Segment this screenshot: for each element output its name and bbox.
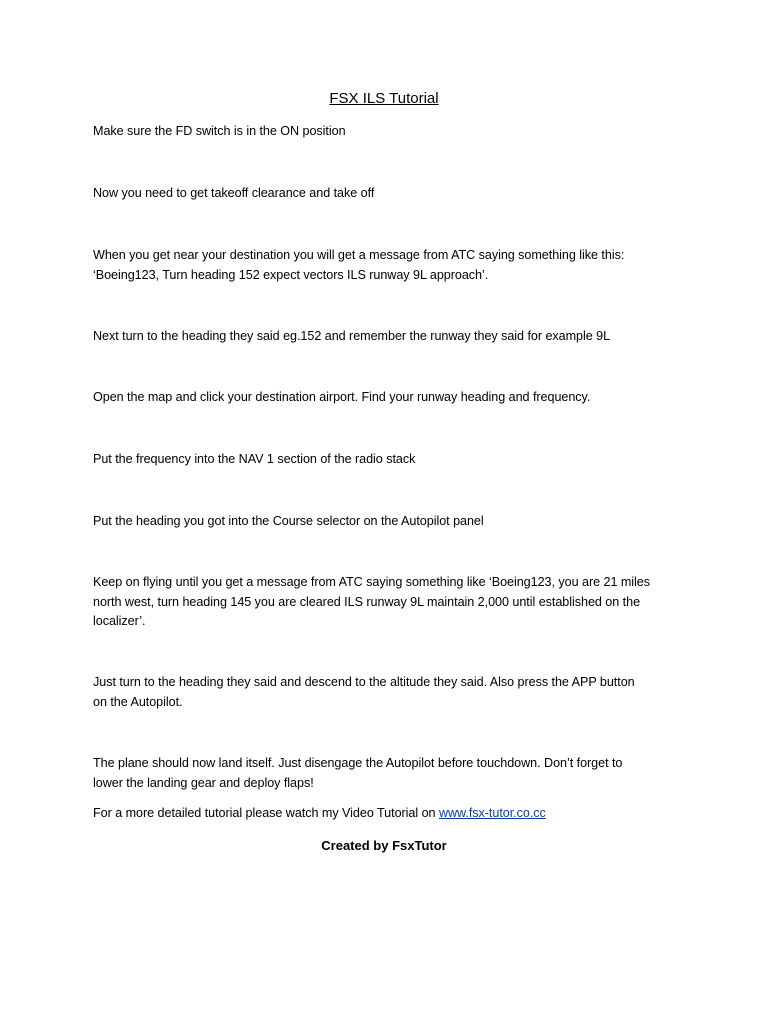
paragraph-land xyxy=(93,754,683,793)
paragraph-line: Keep on flying until you get a message from ATC saying something like ‘Boeing123, you are 21 miles xyxy=(93,575,650,589)
paragraph-line: Now you need to get takeoff clearance and take off xyxy=(93,186,375,200)
paragraph-line: on the Autopilot. xyxy=(93,694,183,709)
paragraph-line: Open the map and click your destination airport. Find your runway heading and frequency. xyxy=(93,390,591,404)
paragraph-descend xyxy=(93,673,683,712)
paragraph-line: Put the heading you got into the Course selector on the Autopilot panel xyxy=(93,514,484,528)
paragraph-nav1-frequency xyxy=(93,450,683,470)
paragraph-line: Put the frequency into the NAV 1 section of the radio stack xyxy=(93,452,416,466)
paragraph-line: Make sure the FD switch is in the ON position xyxy=(93,124,346,138)
author-credit: Created by FsxTutor xyxy=(321,838,447,853)
paragraph-line: north west, turn heading 145 you are cleared ILS runway 9L maintain 2,000 until established on the xyxy=(93,594,641,609)
paragraph-fd-switch xyxy=(93,122,683,142)
paragraph-video-tutorial xyxy=(93,804,683,824)
paragraph-line xyxy=(93,804,683,824)
video-tutorial-link[interactable]: www.fsx-tutor.co.cc xyxy=(438,806,546,820)
paragraph-line: localizer’. xyxy=(93,614,146,628)
paragraph-open-map xyxy=(93,388,683,408)
video-tutorial-text: For a more detailed tutorial please watch my Video Tutorial on xyxy=(93,806,439,820)
paragraph-line: lower the landing gear and deploy flaps! xyxy=(93,775,314,790)
paragraph-atc-message xyxy=(93,246,683,285)
paragraph-turn-heading xyxy=(93,327,683,347)
paragraph-line: When you get near your destination you will get a message from ATC saying something like this: xyxy=(93,248,625,262)
paragraph-keep-flying xyxy=(93,573,683,632)
paragraph-takeoff xyxy=(93,184,683,204)
paragraph-course-selector xyxy=(93,512,683,532)
paragraph-line: Just turn to the heading they said and descend to the altitude they said. Also press the APP button xyxy=(93,675,635,689)
document-title: FSX ILS Tutorial xyxy=(329,90,439,107)
paragraph-line: The plane should now land itself. Just disengage the Autopilot before touchdown. Don’t forget to xyxy=(93,756,623,770)
paragraph-line: ‘Boeing123, Turn heading 152 expect vectors ILS runway 9L approach’. xyxy=(93,267,489,282)
paragraph-line: Next turn to the heading they said eg.152 and remember the runway they said for example 9L xyxy=(93,329,611,343)
